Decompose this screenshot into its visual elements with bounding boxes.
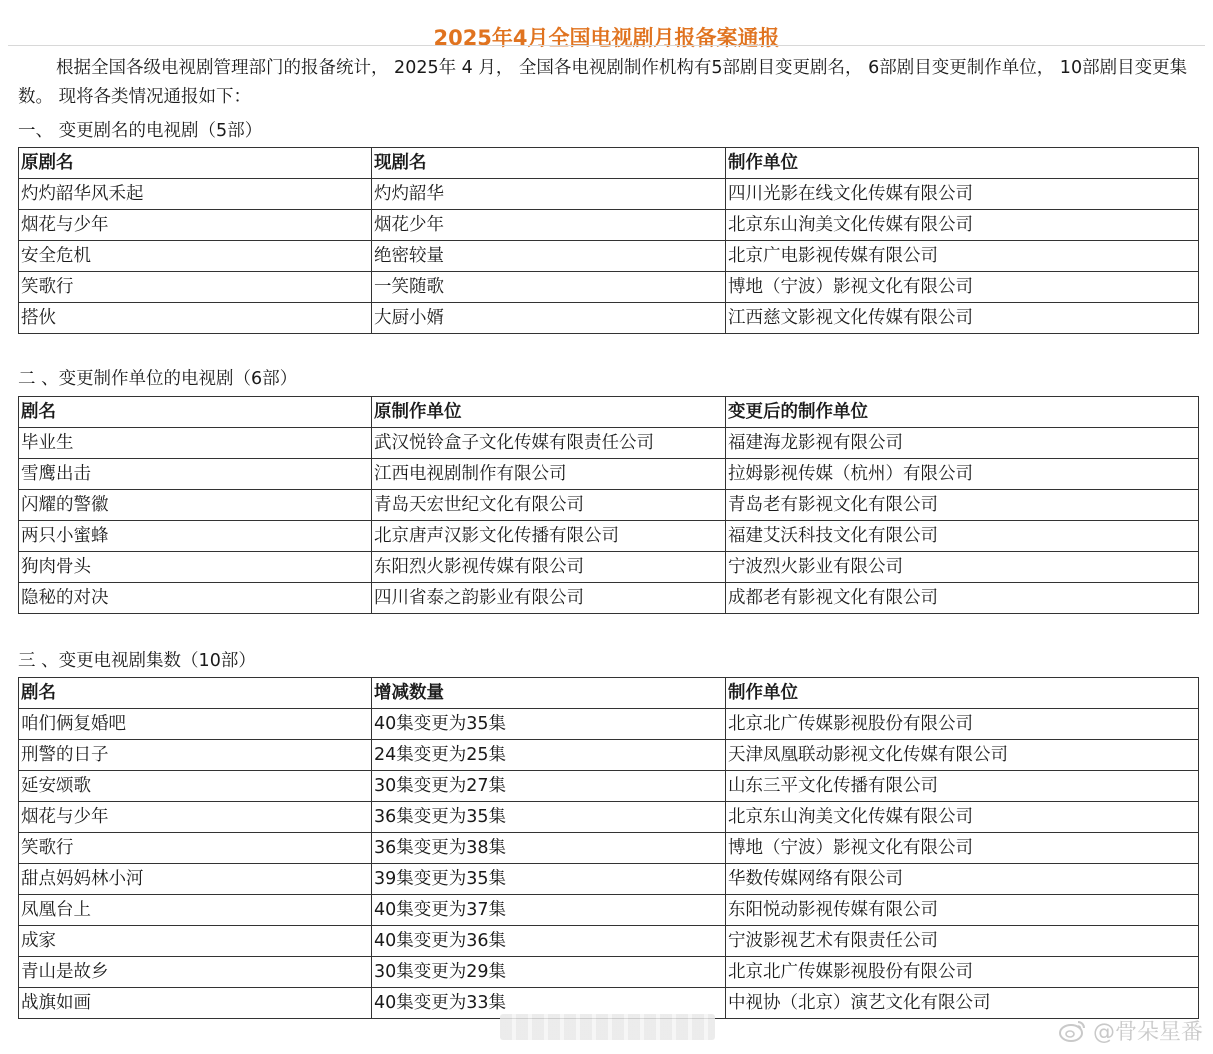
- section2-heading: 二 、变更制作单位的电视剧（6部）: [18, 369, 298, 389]
- table-cell: 成都老有影视文化有限公司: [726, 583, 1199, 614]
- page-title: 2025年4月全国电视剧月报备案通报: [433, 26, 780, 51]
- table-cell: 四川省泰之韵影业有限公司: [372, 583, 726, 614]
- col-header: 增减数量: [372, 678, 726, 709]
- table-cell: 烟花与少年: [19, 210, 372, 241]
- table-cell: 东阳烈火影视传媒有限公司: [372, 552, 726, 583]
- table-cell: 两只小蜜蜂: [19, 521, 372, 552]
- table-cell: 武汉悦铃盒子文化传媒有限责任公司: [372, 428, 726, 459]
- table-cell: 大厨小婿: [372, 303, 726, 334]
- table-cell: 40集变更为33集: [372, 988, 726, 1019]
- table-cell: 39集变更为35集: [372, 864, 726, 895]
- table-row: [19, 210, 1199, 241]
- intro-paragraph: [18, 54, 1198, 112]
- table-cell: 毕业生: [19, 428, 372, 459]
- table-cell: 笑歌行: [19, 272, 372, 303]
- section3-table: [18, 677, 1199, 1019]
- table-cell: 北京唐声汉影文化传播有限公司: [372, 521, 726, 552]
- table-cell: 40集变更为37集: [372, 895, 726, 926]
- col-header: 制作单位: [726, 148, 1199, 179]
- table-row: [19, 864, 1199, 895]
- table-cell: 闪耀的警徽: [19, 490, 372, 521]
- table-header-row: [19, 397, 1199, 428]
- section1-table: [18, 147, 1199, 334]
- table-cell: 40集变更为35集: [372, 709, 726, 740]
- table-cell: 江西电视剧制作有限公司: [372, 459, 726, 490]
- table-cell: 搭伙: [19, 303, 372, 334]
- table-cell: 北京广电影视传媒有限公司: [726, 241, 1199, 272]
- table-cell: 博地（宁波）影视文化有限公司: [726, 272, 1199, 303]
- table-cell: 福建海龙影视有限公司: [726, 428, 1199, 459]
- intro-text: 根据全国各级电视剧管理部门的报备统计， 2025年 4 月， 全国各电视剧制作机构有5部剧目变更剧名， 6部剧目变更制作单位， 10部剧目变更集数。 现将各类情况通报如下：: [18, 58, 1188, 107]
- table-cell: 拉姆影视传媒（杭州）有限公司: [726, 459, 1199, 490]
- table-row: [19, 272, 1199, 303]
- table-cell: 江西慈文影视文化传媒有限公司: [726, 303, 1199, 334]
- table-cell: 烟花少年: [372, 210, 726, 241]
- title-divider: [8, 45, 1205, 46]
- table-cell: 30集变更为29集: [372, 957, 726, 988]
- table-cell: 绝密较量: [372, 241, 726, 272]
- table-cell: 隐秘的对决: [19, 583, 372, 614]
- col-header: 现剧名: [372, 148, 726, 179]
- table-cell: 狗肉骨头: [19, 552, 372, 583]
- col-header: 剧名: [19, 678, 372, 709]
- col-header: 原制作单位: [372, 397, 726, 428]
- col-header: 制作单位: [726, 678, 1199, 709]
- table-cell: 雪鹰出击: [19, 459, 372, 490]
- table-cell: 刑警的日子: [19, 740, 372, 771]
- table-cell: 烟花与少年: [19, 802, 372, 833]
- table-row: [19, 926, 1199, 957]
- section3-heading: 三 、变更电视剧集数（10部）: [18, 651, 256, 671]
- table-row: [19, 771, 1199, 802]
- table-cell: 安全危机: [19, 241, 372, 272]
- table-cell: 青岛天宏世纪文化有限公司: [372, 490, 726, 521]
- table-cell: 延安颂歌: [19, 771, 372, 802]
- table-cell: 天津凤凰联动影视文化传媒有限公司: [726, 740, 1199, 771]
- table-cell: 宁波影视艺术有限责任公司: [726, 926, 1199, 957]
- table-row: [19, 583, 1199, 614]
- table-cell: 咱们俩复婚吧: [19, 709, 372, 740]
- table-row: [19, 490, 1199, 521]
- weibo-logo-icon: [1059, 1019, 1087, 1043]
- table-cell: 北京东山洵美文化传媒有限公司: [726, 802, 1199, 833]
- table-row: [19, 957, 1199, 988]
- table-cell: 30集变更为27集: [372, 771, 726, 802]
- table-cell: 36集变更为38集: [372, 833, 726, 864]
- table-cell: 东阳悦动影视传媒有限公司: [726, 895, 1199, 926]
- section1-heading: 一、 变更剧名的电视剧（5部）: [18, 121, 263, 141]
- table-cell: 36集变更为35集: [372, 802, 726, 833]
- table-cell: 24集变更为25集: [372, 740, 726, 771]
- col-header: 变更后的制作单位: [726, 397, 1199, 428]
- table-cell: 华数传媒网络有限公司: [726, 864, 1199, 895]
- table-cell: 战旗如画: [19, 988, 372, 1019]
- table-row: [19, 709, 1199, 740]
- table-cell: 青岛老有影视文化有限公司: [726, 490, 1199, 521]
- table-cell: 北京东山洵美文化传媒有限公司: [726, 210, 1199, 241]
- table-cell: 凤凰台上: [19, 895, 372, 926]
- table-header-row: [19, 678, 1199, 709]
- table-row: [19, 895, 1199, 926]
- table-row: [19, 179, 1199, 210]
- table-cell: 灼灼韶华风禾起: [19, 179, 372, 210]
- watermark-text: @骨朵星番: [1092, 1020, 1203, 1045]
- col-header: 剧名: [19, 397, 372, 428]
- watermark: [1059, 1015, 1203, 1046]
- table-header-row: [19, 148, 1199, 179]
- table-cell: 一笑随歌: [372, 272, 726, 303]
- table-row: [19, 521, 1199, 552]
- table-row: [19, 740, 1199, 771]
- table-cell: 笑歌行: [19, 833, 372, 864]
- blur-overlay: [500, 1014, 715, 1040]
- table-cell: 成家: [19, 926, 372, 957]
- table-row: [19, 459, 1199, 490]
- table-cell: 北京北广传媒影视股份有限公司: [726, 957, 1199, 988]
- table-row: [19, 241, 1199, 272]
- table-cell: 甜点妈妈林小河: [19, 864, 372, 895]
- table-cell: 博地（宁波）影视文化有限公司: [726, 833, 1199, 864]
- table-cell: 宁波烈火影业有限公司: [726, 552, 1199, 583]
- table-cell: 40集变更为36集: [372, 926, 726, 957]
- table-cell: 青山是故乡: [19, 957, 372, 988]
- table-cell: 福建艾沃科技文化有限公司: [726, 521, 1199, 552]
- table-row: [19, 303, 1199, 334]
- table-row: [19, 802, 1199, 833]
- table-cell: 四川光影在线文化传媒有限公司: [726, 179, 1199, 210]
- table-row: [19, 833, 1199, 864]
- table-cell: 灼灼韶华: [372, 179, 726, 210]
- table-cell: 中视协（北京）演艺文化有限公司: [726, 988, 1199, 1019]
- table-row: [19, 428, 1199, 459]
- section2-table: [18, 396, 1199, 614]
- col-header: 原剧名: [19, 148, 372, 179]
- table-cell: 山东三平文化传播有限公司: [726, 771, 1199, 802]
- table-row: [19, 552, 1199, 583]
- table-cell: 北京北广传媒影视股份有限公司: [726, 709, 1199, 740]
